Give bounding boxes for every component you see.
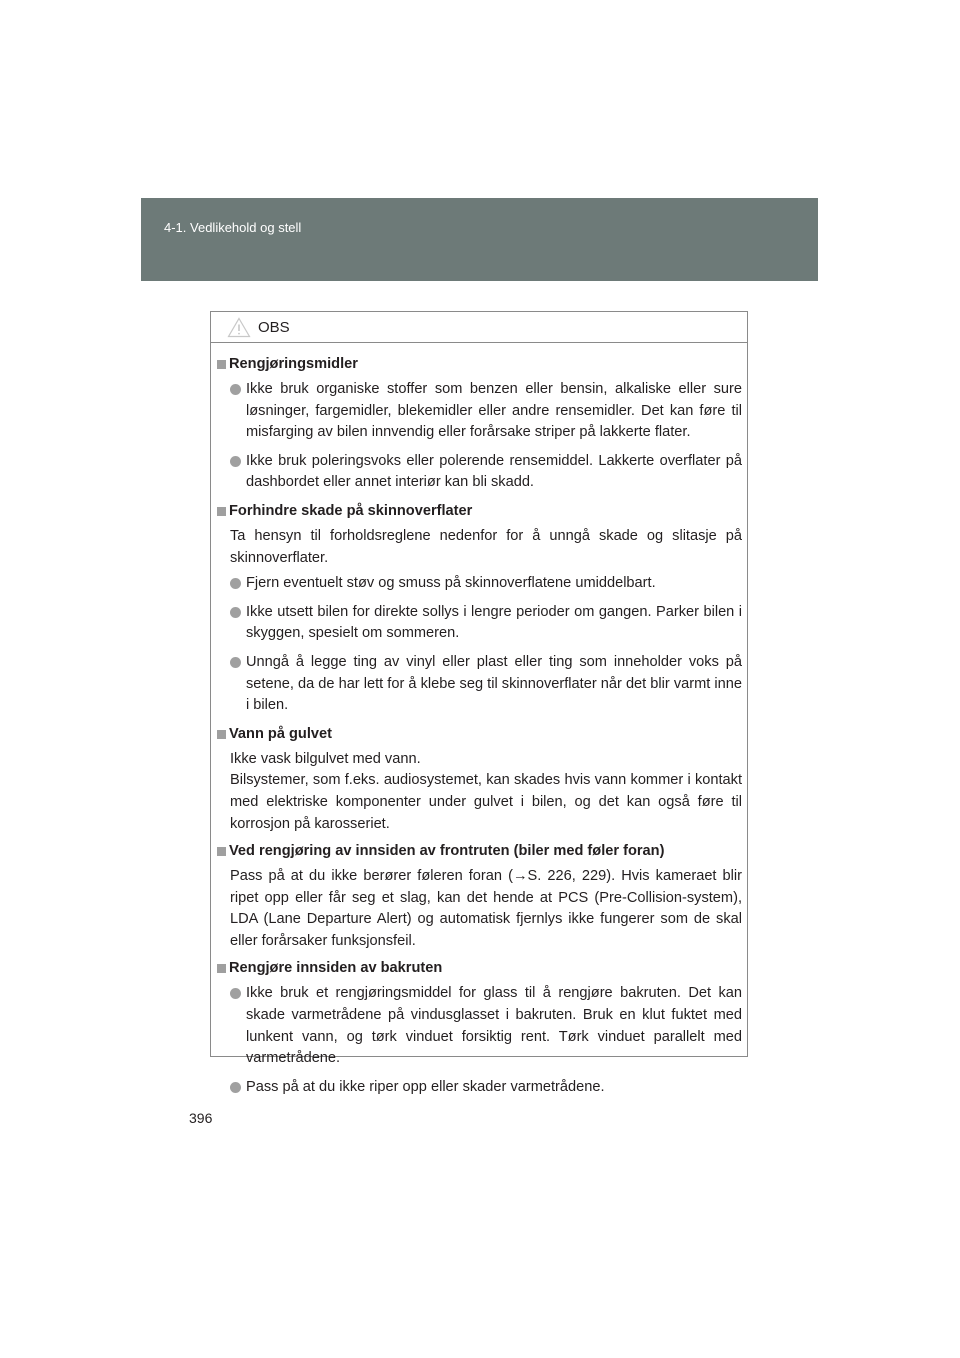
section-text: Ikke vask bilgulvet med vann. Bilsystemer, som f.eks. audiosystemet, kan skades hvis vann kommer i kontakt med elektriske komponenter under gulvet i bilen, og det kan også føre til korrosjon på karosseriet. — [230, 750, 742, 832]
caution-label: OBS — [258, 319, 290, 336]
section-intro: Ta hensyn til forholdsreglene nedenfor for å unngå skade og slitasje på skinnoverflater. — [230, 527, 742, 566]
round-bullet-icon — [230, 657, 241, 668]
section-water-on-floor — [216, 724, 742, 835]
round-bullet-icon — [230, 384, 241, 395]
list-item: Ikke utsett bilen for direkte sollys i lengre perioder om gangen. Parker bilen i skyggen, spesielt om sommeren. — [230, 602, 742, 645]
list-item: Ikke bruk organiske stoffer som benzen eller bensin, alkaliske eller sure løsninger, fargemidler, blekemidler eller andre rensemidler. Det kan føre til misfarging av bilen innvendig eller forårsake striper på lakkerte flater. — [230, 379, 742, 444]
list-item: Ikke bruk et rengjøringsmiddel for glass til å rengjøre bakruten. Det kan skade varmetrådene på vindusglasset i bakruten. Bruk en klut fuktet med lunkent vann, og tørk vinduet forsiktig rent. Tørk vinduet parallelt med varmetrådene. — [230, 983, 742, 1069]
chapter-header-band — [141, 198, 818, 281]
round-bullet-icon — [230, 456, 241, 467]
page-number: 396 — [189, 1110, 213, 1126]
square-bullet-icon — [217, 507, 226, 516]
warning-triangle-icon — [227, 317, 251, 338]
square-bullet-icon — [217, 360, 226, 369]
round-bullet-icon — [230, 578, 241, 589]
square-bullet-icon — [217, 964, 226, 973]
round-bullet-icon — [230, 1082, 241, 1093]
section-text: Pass på at du ikke berører føleren foran (→S. 226, 229). Hvis kameraet blir ripet opp eller får seg et slag, kan det hende at PCS (Pre-Collision-system), LDA (Lane Departure Alert) og automatisk fjernlys ikke fungerer som de skal eller forårsaker funksjonsfeil. — [230, 868, 743, 949]
section-title: Ved rengjøring av innsiden av frontruten (biler med føler foran) — [229, 843, 665, 860]
caution-box-header — [211, 312, 747, 343]
list-item: Unngå å legge ting av vinyl eller plast eller ting som inneholder voks på setene, da de har lett for å klebe seg til skinnoverflater når det blir varmt inne i bilen. — [230, 652, 742, 717]
square-bullet-icon — [217, 730, 226, 739]
round-bullet-icon — [230, 988, 241, 999]
list-item: Ikke bruk poleringsvoks eller polerende rensemiddel. Lakkerte overflater på dashbordet eller annet interiør kan bli skadd. — [230, 451, 742, 494]
section-cleaning-agents — [216, 354, 742, 494]
section-rear-window-inside — [216, 958, 742, 1098]
section-leather-surfaces — [216, 501, 742, 717]
section-title: Forhindre skade på skinnoverflater — [229, 502, 473, 519]
list-item: Fjern eventuelt støv og smuss på skinnoverflatene umiddelbart. — [230, 573, 742, 595]
caution-body — [211, 343, 747, 1098]
section-windshield-inside — [216, 841, 742, 952]
square-bullet-icon — [217, 847, 226, 856]
page-reference-link[interactable]: S. 226, 229 — [527, 868, 607, 885]
list-item: Pass på at du ikke riper opp eller skader varmetrådene. — [230, 1077, 742, 1099]
caution-box — [210, 311, 748, 1095]
section-title: Vann på gulvet — [229, 725, 332, 742]
arrow-right-icon: → — [512, 868, 528, 885]
section-title: Rengjøre innsiden av bakruten — [229, 960, 443, 977]
chapter-title: 4-1. Vedlikehold og stell — [164, 220, 302, 235]
round-bullet-icon — [230, 607, 241, 618]
section-title: Rengjøringsmidler — [229, 356, 358, 372]
